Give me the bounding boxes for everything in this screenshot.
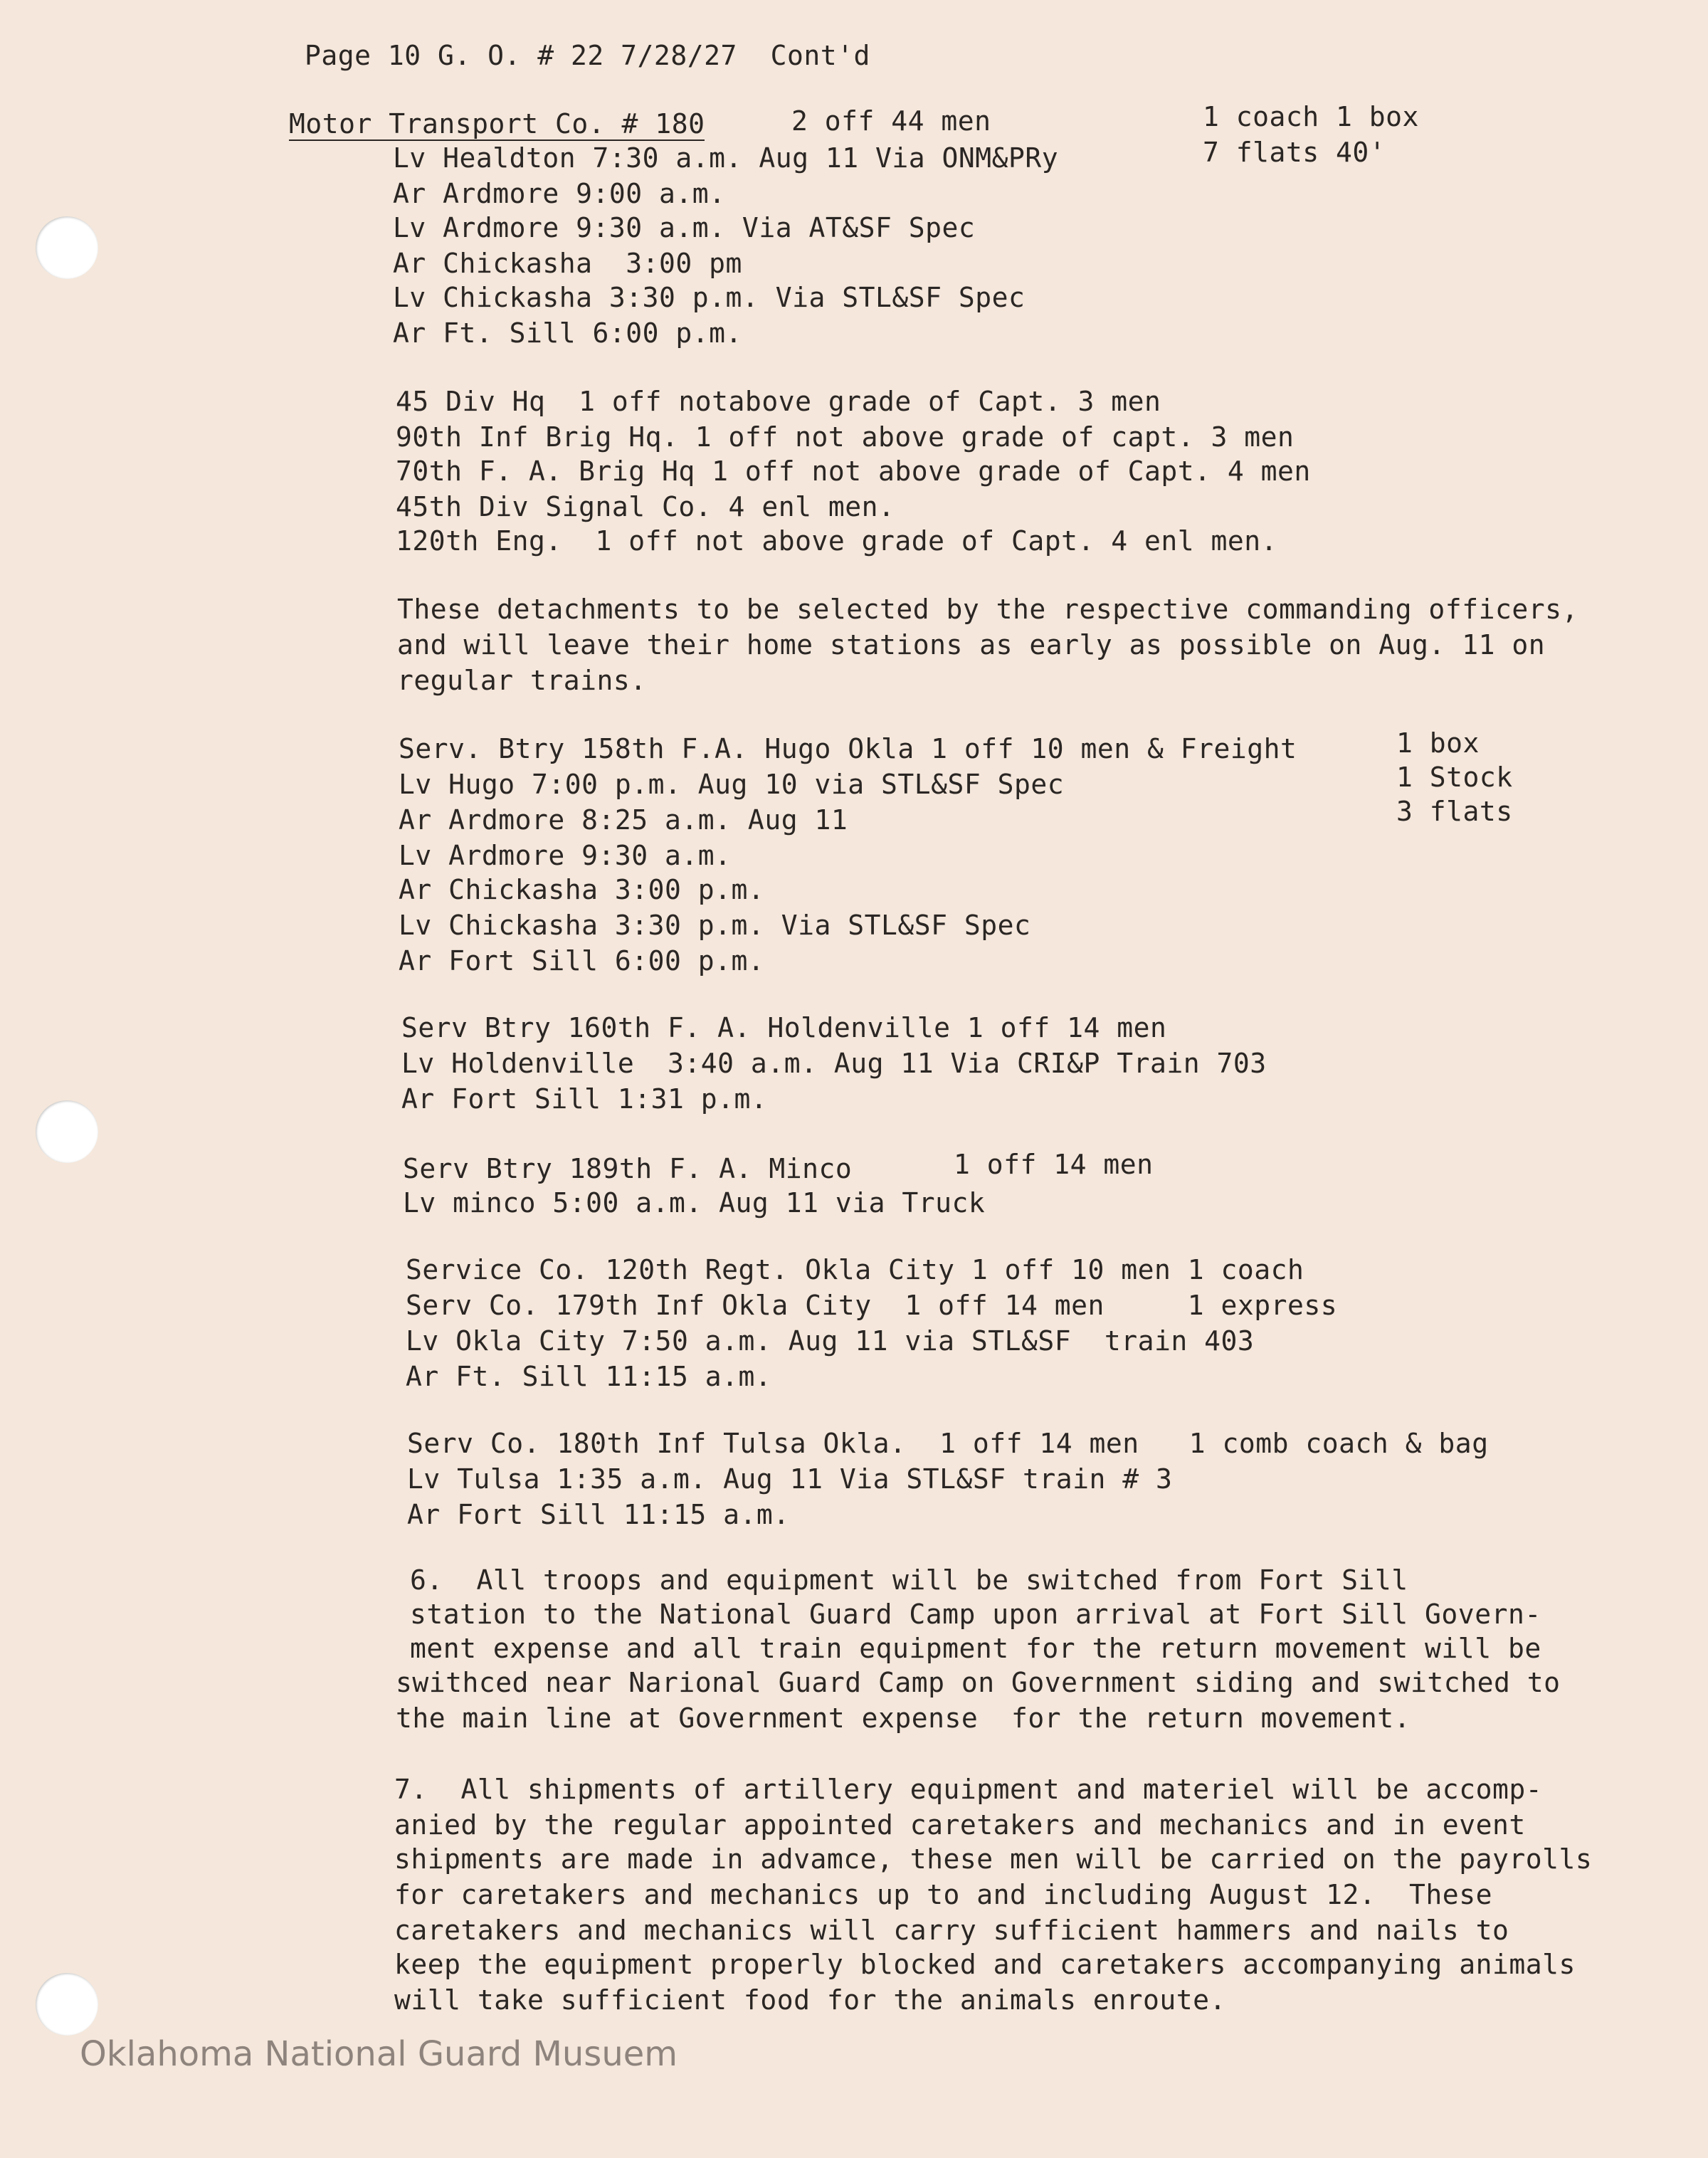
paragraph-7-line: anied by the regular appointed caretakers and mechanics and in event bbox=[394, 1809, 1526, 1841]
paragraph-6-line: the main line at Government expense for the return movement. bbox=[396, 1702, 1411, 1734]
detachments-note-line: regular trains. bbox=[397, 665, 647, 696]
paragraph-7-line: shipments are made in advamce, these men will be carried on the payrolls bbox=[394, 1843, 1593, 1875]
serv158-equipment: 1 box bbox=[1396, 727, 1480, 759]
schedule-line: Ar Fort Sill 11:15 a.m. bbox=[407, 1499, 790, 1530]
paragraph-6-line: ment expense and all train equipment for the return movement will be bbox=[410, 1633, 1541, 1664]
schedule-line: Ar Fort Sill 6:00 p.m. bbox=[399, 945, 765, 977]
schedule-line: Ar Ardmore 9:00 a.m. bbox=[393, 178, 726, 209]
schedule-line: Lv Ardmore 9:30 a.m. Via AT&SF Spec bbox=[393, 212, 976, 243]
detachments-note-line: and will leave their home stations as early as possible on Aug. 11 on bbox=[397, 629, 1546, 660]
hq-unit-line: 45th Div Signal Co. 4 enl men. bbox=[396, 491, 895, 522]
paragraph-7-line: keep the equipment properly blocked and caretakers accompanying animals bbox=[394, 1949, 1576, 1980]
binder-hole-bottom bbox=[36, 1973, 98, 2036]
schedule-line: Ar Fort Sill 1:31 p.m. bbox=[401, 1083, 768, 1115]
schedule-line: Lv Healdton 7:30 a.m. Aug 11 Via ONM&PRy bbox=[393, 142, 1059, 174]
serv189-strength: 1 off 14 men bbox=[954, 1149, 1154, 1180]
binder-hole-top bbox=[36, 216, 98, 279]
mtc180-title: Motor Transport Co. # 180 bbox=[289, 108, 705, 140]
mtc180-equipment-1: 1 coach 1 box bbox=[1203, 101, 1419, 132]
schedule-line: Lv Holdenville 3:40 a.m. Aug 11 Via CRI&P Train 703 bbox=[401, 1048, 1267, 1079]
mtc180-equipment-2: 7 flats 40' bbox=[1203, 137, 1386, 168]
schedule-line: Ar Chickasha 3:00 pm bbox=[393, 248, 742, 279]
schedule-line: Serv Co. 180th Inf Tulsa Okla. 1 off 14 men 1 comb coach & bag bbox=[407, 1428, 1489, 1459]
schedule-line: Ar Chickasha 3:00 p.m. bbox=[399, 874, 765, 905]
mtc180-strength: 2 off 44 men bbox=[791, 105, 991, 137]
paragraph-7-line: caretakers and mechanics will carry sufficient hammers and nails to bbox=[394, 1915, 1509, 1946]
serv158-equipment: 1 Stock bbox=[1396, 762, 1513, 793]
schedule-line: Serv Co. 179th Inf Okla City 1 off 14 men 1 express bbox=[406, 1290, 1338, 1321]
paragraph-7-line: 7. All shipments of artillery equipment and materiel will be accomp- bbox=[394, 1774, 1543, 1805]
schedule-line: Service Co. 120th Regt. Okla City 1 off 10 men 1 coach bbox=[406, 1254, 1304, 1285]
schedule-line: Ar Ardmore 8:25 a.m. Aug 11 bbox=[399, 804, 848, 836]
detachments-note-line: These detachments to be selected by the respective commanding officers, bbox=[397, 594, 1578, 625]
schedule-line: Lv Chickasha 3:30 p.m. Via STL&SF Spec bbox=[393, 282, 1026, 313]
hq-unit-line: 70th F. A. Brig Hq 1 off not above grade of Capt. 4 men bbox=[396, 456, 1311, 487]
schedule-line: Lv Okla City 7:50 a.m. Aug 11 via STL&SF train 403 bbox=[406, 1325, 1255, 1357]
page-header: Page 10 G. O. # 22 7/28/27 Cont'd bbox=[305, 40, 870, 71]
paragraph-6-line: 6. All troops and equipment will be switched from Fort Sill bbox=[410, 1564, 1408, 1596]
schedule-line: Ar Ft. Sill 11:15 a.m. bbox=[406, 1361, 772, 1392]
hq-unit-line: 90th Inf Brig Hq. 1 off not above grade of capt. 3 men bbox=[396, 421, 1295, 453]
schedule-line: Lv Chickasha 3:30 p.m. Via STL&SF Spec bbox=[399, 910, 1031, 941]
paragraph-6-line: station to the National Guard Camp upon arrival at Fort Sill Govern- bbox=[410, 1599, 1541, 1630]
schedule-line: Lv Tulsa 1:35 a.m. Aug 11 Via STL&SF train # 3 bbox=[407, 1463, 1173, 1495]
schedule-line: Lv Ardmore 9:30 a.m. bbox=[399, 840, 732, 871]
schedule-line: Lv minco 5:00 a.m. Aug 11 via Truck bbox=[403, 1187, 986, 1219]
schedule-line: Serv Btry 160th F. A. Holdenville 1 off 14 men bbox=[401, 1012, 1167, 1043]
binder-hole-middle bbox=[36, 1100, 98, 1163]
paragraph-7-line: for caretakers and mechanics up to and including August 12. These bbox=[394, 1879, 1492, 1910]
museum-watermark: Oklahoma National Guard Musuem bbox=[80, 2034, 678, 2074]
paragraph-6-line: swithced near Narional Guard Camp on Government siding and switched to bbox=[396, 1667, 1561, 1698]
hq-unit-line: 120th Eng. 1 off not above grade of Capt. 4 enl men. bbox=[396, 525, 1278, 557]
schedule-line: Lv Hugo 7:00 p.m. Aug 10 via STL&SF Spec bbox=[399, 769, 1065, 800]
serv189-unit: Serv Btry 189th F. A. Minco bbox=[403, 1153, 853, 1184]
schedule-line: Ar Ft. Sill 6:00 p.m. bbox=[393, 317, 742, 349]
paragraph-7-line: will take sufficient food for the animals enroute. bbox=[394, 1984, 1226, 2016]
schedule-line: Serv. Btry 158th F.A. Hugo Okla 1 off 10 men & Freight bbox=[399, 733, 1297, 764]
serv158-equipment: 3 flats bbox=[1396, 796, 1513, 827]
hq-unit-line: 45 Div Hq 1 off notabove grade of Capt. 3 men bbox=[396, 386, 1161, 417]
